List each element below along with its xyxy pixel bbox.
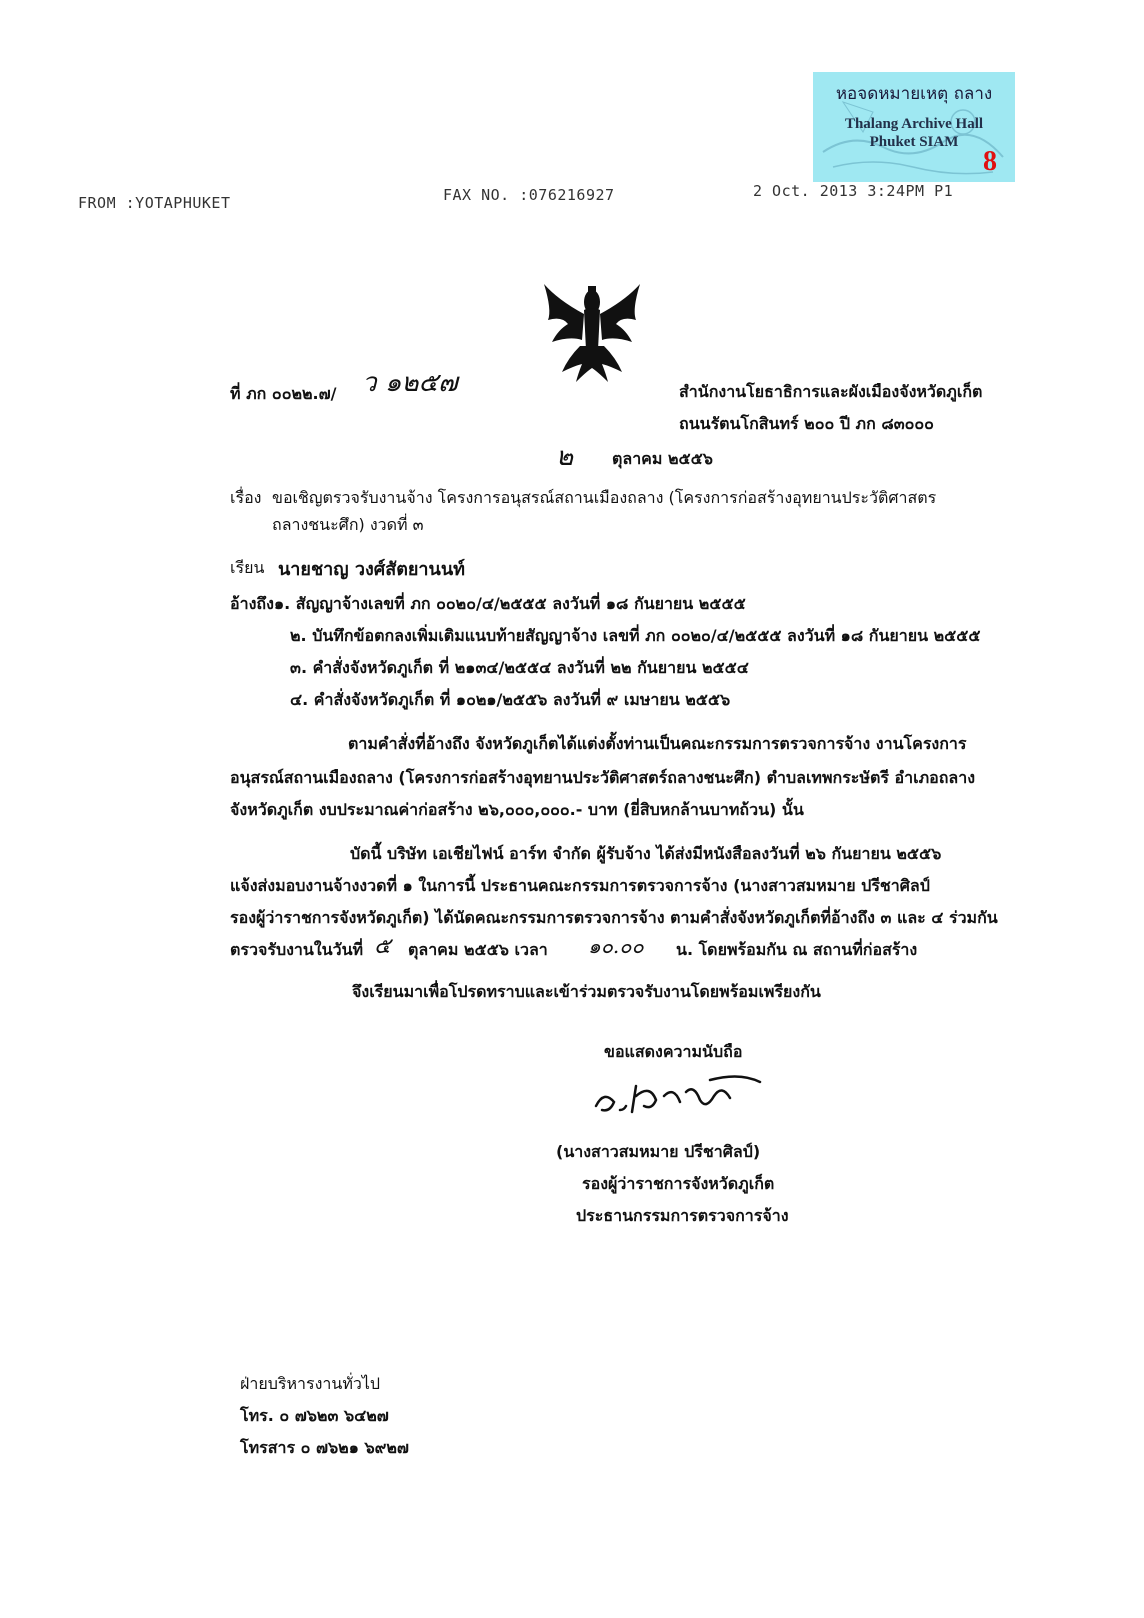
- letter-ref-number: ที่ ภก ๐๐๒๒.๗/: [230, 384, 337, 403]
- office-address: ถนนรัตนโกสินทร์ ๒๐๐ ปี ภก ๘๓๐๐๐: [679, 414, 934, 433]
- closing-request: จึงเรียนมาเพื่อโปรดทราบและเข้าร่วมตรวจรับงานโดยพร้อมเพรียงกัน: [352, 982, 821, 1001]
- letter-ref-handwritten: ว ๑๒๕๗: [362, 368, 458, 398]
- letter-date: ตุลาคม ๒๕๕๖: [612, 449, 713, 468]
- signature-icon: [590, 1066, 770, 1126]
- subject-label: เรื่อง: [230, 488, 262, 507]
- footer-department: ฝ่ายบริหารงานทั่วไป: [240, 1374, 381, 1393]
- inspection-time-handwritten: ๑๐.๐๐: [588, 934, 644, 958]
- stamp-page-number: 8: [983, 146, 997, 177]
- signatory-name: (นางสาวสมหมาย ปรีชาศิลป์): [556, 1142, 761, 1161]
- ref-item-4: ๔. คำสั่งจังหวัดภูเก็ต ที่ ๑๐๒๑/๒๕๕๖ ลงวันที่ ๙ เมษายน ๒๕๕๖: [290, 690, 731, 709]
- inspection-month: ตุลาคม ๒๕๕๖ เวลา: [408, 940, 548, 959]
- to-label: เรียน: [230, 558, 265, 577]
- ref-item-1: ๑. สัญญาจ้างเลขที่ ภก ๐๐๒๐/๔/๒๕๕๕ ลงวันที่ ๑๘ กันยายน ๒๕๕๕: [274, 594, 746, 613]
- subject-line-2: ถลางชนะศึก) งวดที่ ๓: [272, 515, 424, 534]
- para1-line-2: อนุสรณ์สถานเมืองถลาง (โครงการก่อสร้างอุทยานประวัติศาสตร์ถลางชนะศึก) ตำบลเทพกระษัตรี อำเภอถลาง: [230, 768, 976, 787]
- stamp-title-thai: หอจดหมายเหตุ ถลาง: [835, 84, 993, 104]
- archive-stamp: [813, 72, 1015, 182]
- inspection-place: น. โดยพร้อมกัน ณ สถานที่ก่อสร้าง: [676, 940, 918, 959]
- stamp-location: Phuket SIAM: [869, 134, 959, 150]
- stamp-title-english: Thalang Archive Hall: [844, 116, 984, 132]
- signatory-title-1: รองผู้ว่าราชการจังหวัดภูเก็ต: [582, 1174, 775, 1193]
- closing-salutation: ขอแสดงความนับถือ: [604, 1042, 743, 1061]
- fax-number: FAX NO. :076216927: [443, 186, 615, 204]
- para1-line-1: ตามคำสั่งที่อ้างถึง จังหวัดภูเก็ตได้แต่งตั้งท่านเป็นคณะกรรมการตรวจการจ้าง งานโครงการ: [348, 734, 967, 753]
- garuda-emblem-icon: [538, 280, 646, 385]
- ref-item-2: ๒. บันทึกข้อตกลงเพิ่มเติมแนบท้ายสัญญาจ้าง เลขที่ ภก ๐๐๒๐/๔/๒๕๕๕ ลงวันที่ ๑๘ กันยายน ๒๕๕๕: [290, 626, 981, 645]
- inspection-day-handwritten: ๕: [374, 934, 391, 959]
- date-day-handwritten: ๒: [556, 442, 574, 472]
- para2-line-1: บัดนี้ บริษัท เอเชียไฟน์ อาร์ท จำกัด ผู้รับจ้าง ได้ส่งมีหนังสือลงวันที่ ๒๖ กันยายน ๒๕๕๖: [350, 844, 942, 863]
- para2-line-2: แจ้งส่งมอบงานจ้างงวดที่ ๑ ในการนี้ ประธานคณะกรรมการตรวจการจ้าง (นางสาวสมหมาย ปรีชาศิลป์: [230, 876, 930, 895]
- office-name: สำนักงานโยธาธิการและผังเมืองจังหวัดภูเก็ต: [679, 382, 983, 401]
- refs-label: อ้างถึง: [230, 594, 274, 613]
- subject-line-1: ขอเชิญตรวจรับงานจ้าง โครงการอนุสรณ์สถานเมืองถลาง (โครงการก่อสร้างอุทยานประวัติศาสตร: [272, 488, 937, 507]
- fax-from: FROM :YOTAPHUKET: [78, 194, 231, 212]
- para1-line-3: จังหวัดภูเก็ต งบประมาณค่าก่อสร้าง ๒๖,๐๐๐,๐๐๐.- บาท (ยี่สิบหกล้านบาทถ้วน) นั้น: [230, 800, 804, 819]
- footer-telephone: โทร. ๐ ๗๖๒๓ ๖๔๒๗: [240, 1406, 389, 1425]
- ref-item-3: ๓. คำสั่งจังหวัดภูเก็ต ที่ ๒๑๓๔/๒๕๕๔ ลงวันที่ ๒๒ กันยายน ๒๕๕๔: [290, 658, 749, 677]
- signatory-title-2: ประธานกรรมการตรวจการจ้าง: [576, 1206, 789, 1225]
- footer-fax: โทรสาร ๐ ๗๖๒๑ ๖๙๒๗: [240, 1438, 409, 1457]
- to-name: นายชาญ วงศ์สัตยานนท์: [278, 559, 466, 580]
- para2-line-3: รองผู้ว่าราชการจังหวัดภูเก็ต) ได้นัดคณะกรรมการตรวจการจ้าง ตามคำสั่งจังหวัดภูเก็ตที่อ้างถึง ๓ และ ๔ ร่วมกัน: [230, 908, 998, 927]
- para2-line-4: ตรวจรับงานในวันที่: [230, 940, 364, 959]
- fax-datetime: 2 Oct. 2013 3:24PM P1: [753, 182, 954, 200]
